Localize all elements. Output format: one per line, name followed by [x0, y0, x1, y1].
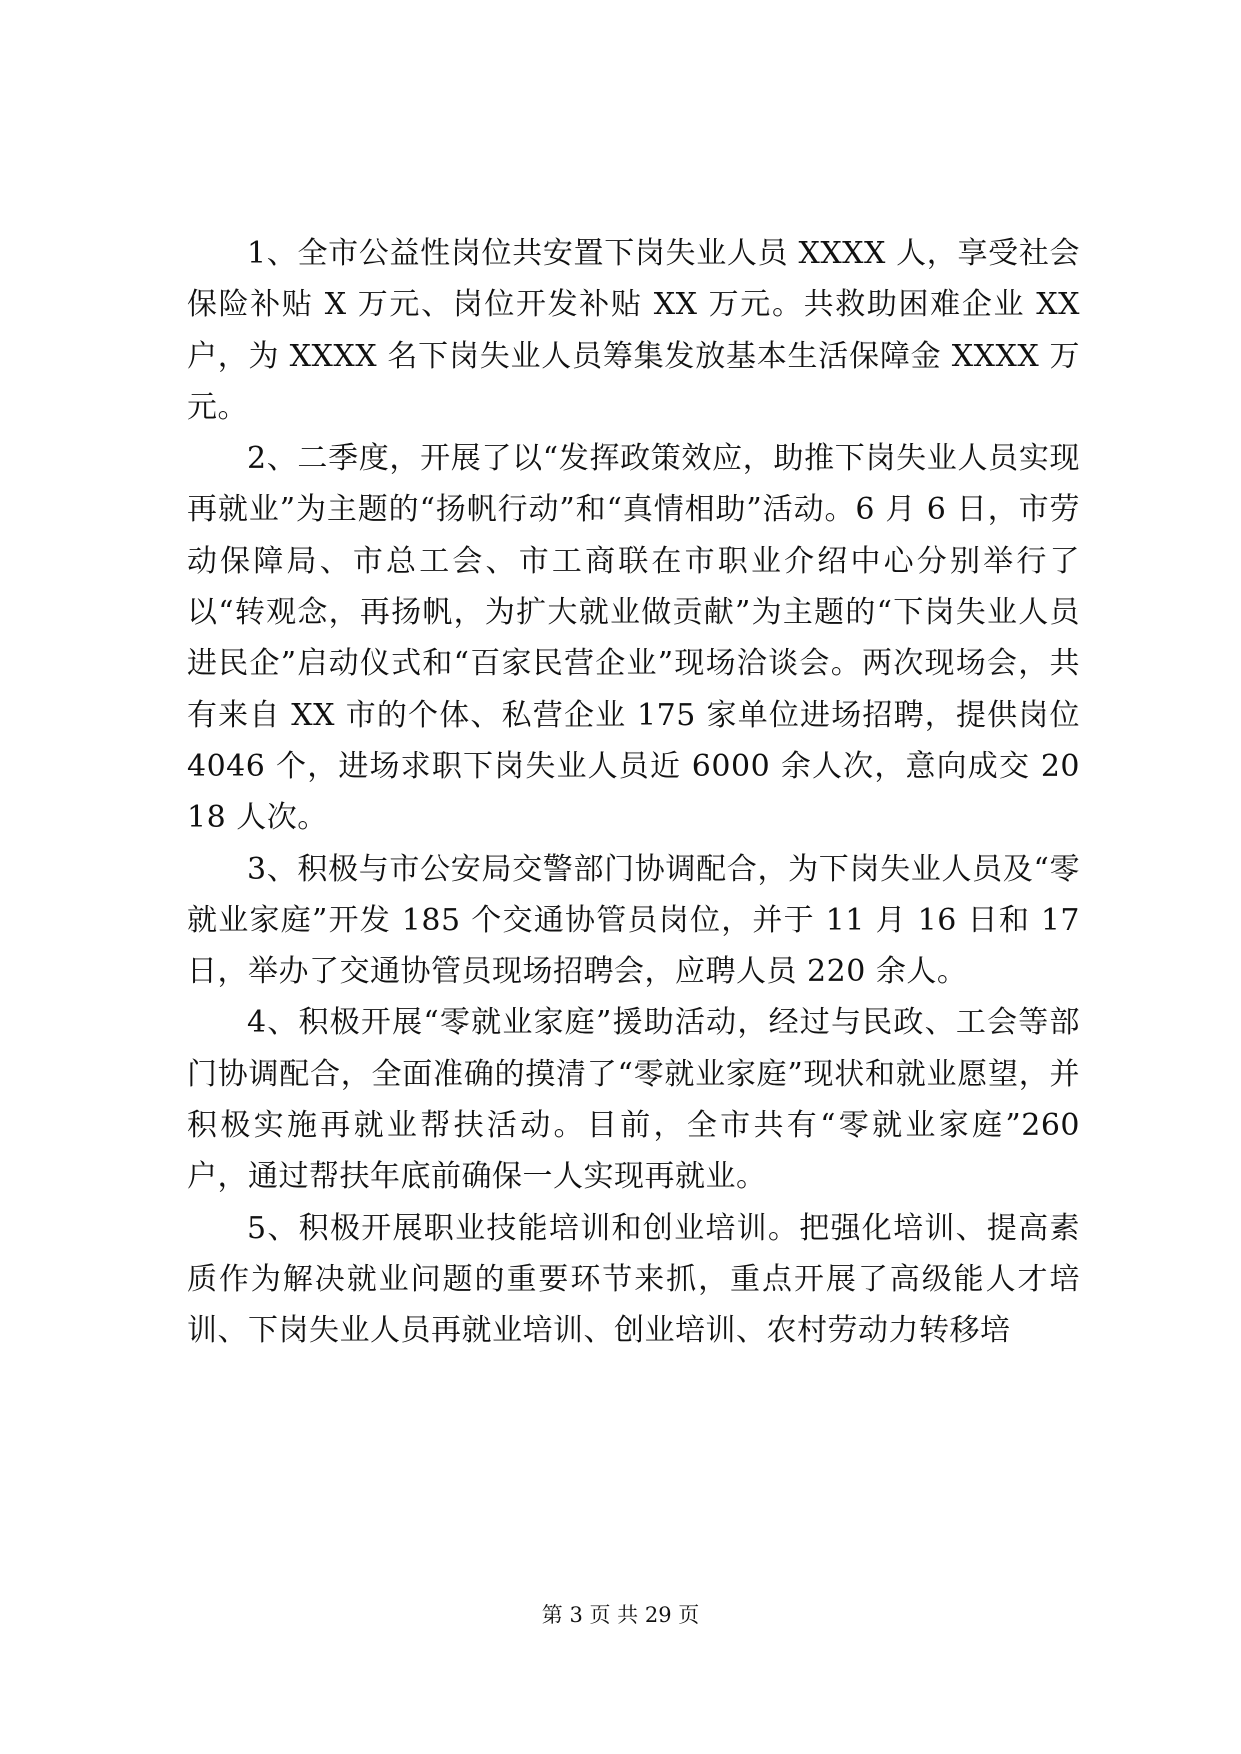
document-body [187, 228, 1080, 1357]
paragraph-3: 3、积极与市公安局交警部门协调配合，为下岗失业人员及“零就业家庭”开发 185 个交通协管员岗位，并于 11 月 16 日和 17 日，举办了交通协管员现场招聘会，应聘人员 220 余人。 [187, 851, 1080, 990]
paragraph-1: 1、全市公益性岗位共安置下岗失业人员 XXXX 人，享受社会保险补贴 X 万元、岗位开发补贴 XX 万元。共救助困难企业 XX 户，为 XXXX 名下岗失业人员筹集发放基本生活保障金 XXXX 万元。 [187, 236, 1080, 425]
paragraph-4: 4、积极开展“零就业家庭”援助活动，经过与民政、工会等部门协调配合，全面准确的摸清了“零就业家庭”现状和就业愿望，并积极实施再就业帮扶活动。目前，全市共有“零就业家庭”260 户，通过帮扶年底前确保一人实现再就业。 [187, 1005, 1080, 1195]
paragraph-5: 5、积极开展职业技能培训和创业培训。把强化培训、提高素质作为解决就业问题的重要环节来抓，重点开展了高级能人才培训、下岗失业人员再就业培训、创业培训、农村劳动力转移培 [187, 1210, 1080, 1349]
paragraph-2: 2、二季度，开展了以“发挥政策效应，助推下岗失业人员实现再就业”为主题的“扬帆行动”和“真情相助”活动。6 月 6 日，市劳动保障局、市总工会、市工商联在市职业介绍中心分别举行了以“转观念，再扬帆，为扩大就业做贡献”为主题的“下岗失业人员进民企”启动仪式和“百家民营企业”现场洽谈会。两次现场会，共有来自 XX 市的个体、私营企业 175 家单位进场招聘，提供岗位 4046 个，进场求职下岗失业人员近 6000 余人次，意向成交 2018 人次。 [187, 441, 1080, 836]
page-number-footer: 第 3 页 共 29 页 [541, 1603, 700, 1627]
